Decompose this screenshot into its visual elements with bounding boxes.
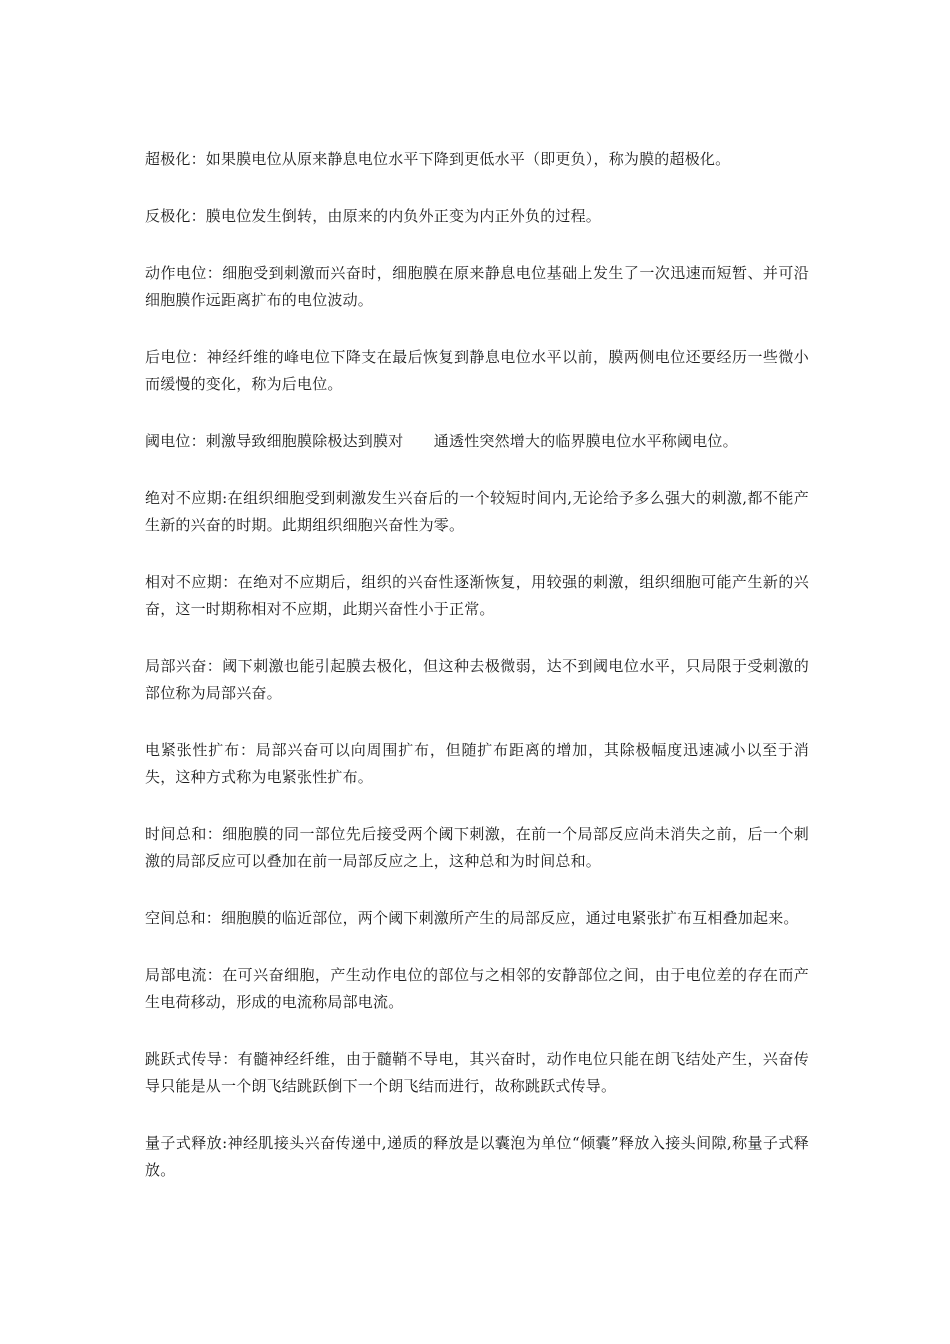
definition-saltatory-conduction [145,1046,809,1100]
definition-spatial-summation [145,905,809,932]
definition-action-potential [145,260,809,314]
definition-text: 绝对不应期:在组织细胞受到刺激发生兴奋后的一个较短时间内,无论给予多么强大的刺激,都不能产生新的兴奋的时期。此期组织细胞兴奋性为零。 [145,489,809,534]
definition-text: 局部电流：在可兴奋细胞，产生动作电位的部位与之相邻的安静部位之间，由于电位差的存在而产生电荷移动，形成的电流称局部电流。 [145,966,809,1011]
definition-absolute-refractory-period [145,485,809,539]
definition-text: 电紧张性扩布：局部兴奋可以向周围扩布，但随扩布距离的增加，其除极幅度迅速减小以至于消失，这种方式称为电紧张性扩布。 [145,741,809,786]
definition-hyperpolarization [145,146,809,173]
definition-text: 量子式释放:神经肌接头兴奋传递中,递质的释放是以囊泡为单位“倾囊”释放入接头间隙,称量子式释放。 [145,1134,809,1179]
definition-text: 阈电位：刺激导致细胞膜除极达到膜对 通透性突然增大的临界膜电位水平称阈电位。 [145,432,738,450]
definition-relative-refractory-period [145,569,809,623]
definition-text: 跳跃式传导：有髓神经纤维，由于髓鞘不导电，其兴奋时，动作电位只能在朗飞结处产生，兴奋传导只能是从一个朗飞结跳跃倒下一个朗飞结而进行，故称跳跃式传导。 [145,1050,809,1095]
document-page [145,146,809,1214]
definition-reverse-polarization [145,203,809,230]
definition-threshold-potential [145,428,809,455]
definition-text: 局部兴奋：阈下刺激也能引起膜去极化，但这种去极微弱，达不到阈电位水平，只局限于受刺激的部位称为局部兴奋。 [145,657,809,702]
definition-text: 动作电位：细胞受到刺激而兴奋时，细胞膜在原来静息电位基础上发生了一次迅速而短暂、并可沿细胞膜作远距离扩布的电位波动。 [145,264,809,309]
definition-text: 空间总和：细胞膜的临近部位，两个阈下刺激所产生的局部反应，通过电紧张扩布互相叠加起来。 [145,909,799,927]
definition-text: 反极化：膜电位发生倒转，由原来的内负外正变为内正外负的过程。 [145,207,602,225]
definition-temporal-summation [145,821,809,875]
definition-local-current [145,962,809,1016]
definition-quantal-release [145,1130,809,1184]
definition-text: 相对不应期：在绝对不应期后，组织的兴奋性逐渐恢复，用较强的刺激，组织细胞可能产生新的兴奋，这一时期称相对不应期，此期兴奋性小于正常。 [145,573,809,618]
definition-text: 后电位：神经纤维的峰电位下降支在最后恢复到静息电位水平以前，膜两侧电位还要经历一些微小而缓慢的变化，称为后电位。 [145,348,809,393]
definition-local-excitation [145,653,809,707]
definition-electrotonic-spread [145,737,809,791]
definition-text: 超极化：如果膜电位从原来静息电位水平下降到更低水平（即更负），称为膜的超极化。 [145,150,731,168]
definition-after-potential [145,344,809,398]
definition-text: 时间总和：细胞膜的同一部位先后接受两个阈下刺激，在前一个局部反应尚未消失之前，后一个刺激的局部反应可以叠加在前一局部反应之上，这种总和为时间总和。 [145,825,809,870]
